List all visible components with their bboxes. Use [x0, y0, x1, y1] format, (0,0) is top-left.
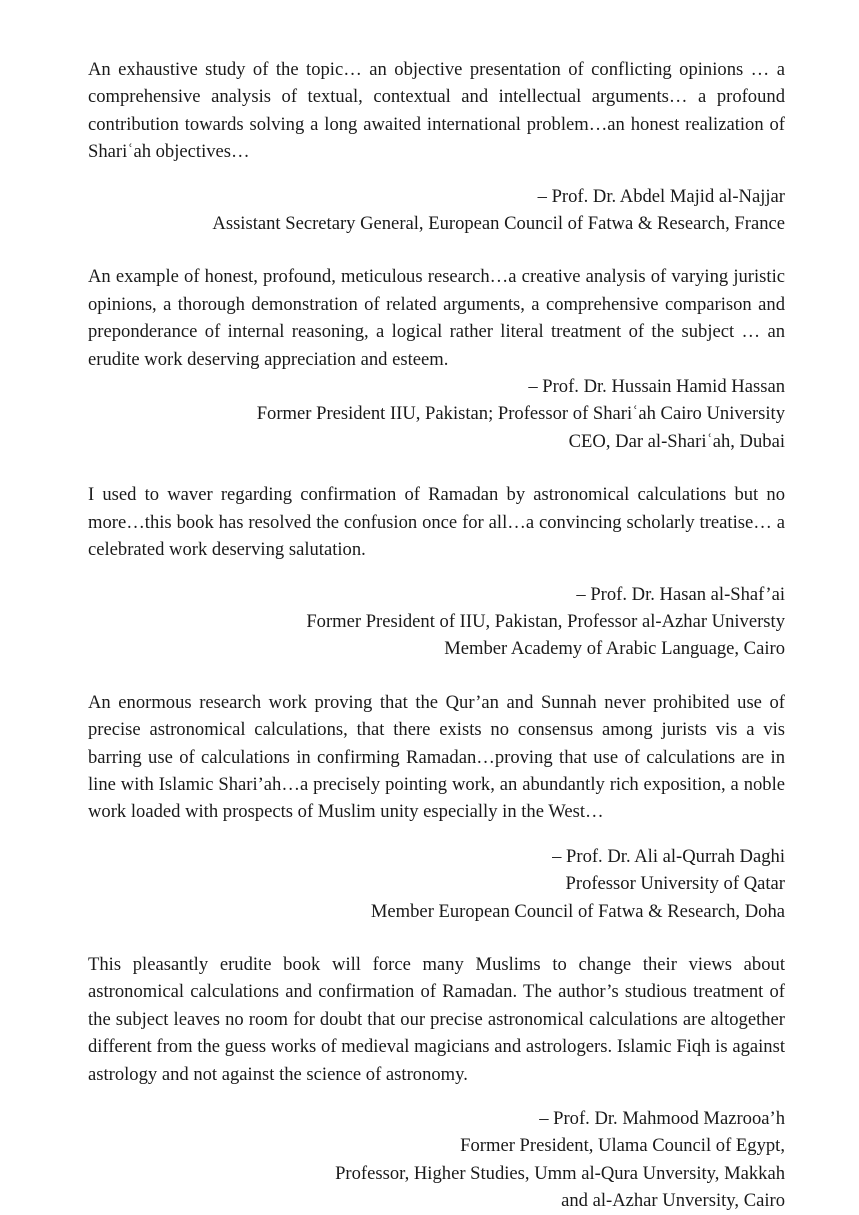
testimonial-author: – Prof. Dr. Hussain Hamid Hassan [528, 376, 785, 398]
testimonial-quote: I used to waver regarding confirmation of Ramadan by astronomical calculations but no more…this book has resolved the confusion once for all…a convincing scholarly treatise… a celebrated work deserving salutation. [88, 484, 785, 561]
testimonial-author: – Prof. Dr. Mahmood Mazrooa’h [539, 1108, 785, 1129]
testimonial-quote: This pleasantly erudite book will force many Muslims to change their views about astronomical calculations and confirmation of Ramadan. The author’s studious treatment of the subject leaves no room for doubt that our precise astronomical calculations are altogether different from the guess works of medieval magicians and astrologers. Islamic Fiqh is against astrology and not against the science of astronomy. [88, 953, 785, 1085]
testimonial-quote: An enormous research work proving that the Qur’an and Sunnah never prohibited use of precise astronomical calculations, that there exists no consensus among jurists vis a vis barring use of calculations in confirming Ramadan…proving that use of calculations are in line with Islamic Shari’ah…a precisely pointing work, an abundantly rich exposition, a noble work loaded with prospects of Muslim unity especially in the West… [88, 691, 785, 823]
testimonial-role: Professor, Higher Studies, Umm al-Qura Unversity, Makkah [335, 1162, 785, 1184]
testimonials-page [88, 56, 785, 1215]
testimonial-role: Former President IIU, Pakistan; Professor of Shariʿah Cairo University [256, 403, 785, 425]
testimonial-attribution [88, 1105, 785, 1215]
testimonial-quote: An exhaustive study of the topic… an objective presentation of conflicting opinions … a comprehensive analysis of textual, contextual and intellectual arguments… a profound contribution towards solving a long awaited international problem…an honest realization of Shariʿah objectives… [88, 59, 785, 163]
testimonial-attribution [88, 581, 785, 663]
testimonial-role: Assistant Secretary General, European Council of Fatwa & Research, France [212, 213, 785, 235]
testimonial-role: Former President, Ulama Council of Egypt, [460, 1135, 785, 1157]
testimonial-attribution [88, 373, 785, 455]
testimonial-author: – Prof. Dr. Ali al-Qurrah Daghi [552, 845, 785, 867]
testimonial-quote: An example of honest, profound, meticulous research…a creative analysis of varying juristic opinions, a thorough demonstration of related arguments, a comprehensive comparison and preponderance of internal reasoning, a logical rather literal treatment of the subject … an erudite work deserving appreciation and esteem. [88, 266, 785, 370]
testimonial-author: – Prof. Dr. Abdel Majid al-Najjar [537, 185, 785, 207]
testimonial-role: Member Academy of Arabic Language, Cairo [444, 638, 785, 660]
testimonial-attribution [88, 843, 785, 925]
testimonial-role: Member European Council of Fatwa & Research, Doha [370, 900, 785, 922]
testimonial-attribution [88, 183, 785, 238]
testimonial-author: – Prof. Dr. Hasan al-Shaf’ai [576, 583, 785, 605]
testimonial-role: CEO, Dar al-Shariʿah, Dubai [568, 430, 785, 452]
testimonial-role: Former President of IIU, Pakistan, Professor al-Azhar Universty [306, 610, 785, 632]
testimonial-role: and al-Azhar Unversity, Cairo [561, 1190, 785, 1212]
testimonial-role: Professor University of Qatar [565, 873, 785, 895]
